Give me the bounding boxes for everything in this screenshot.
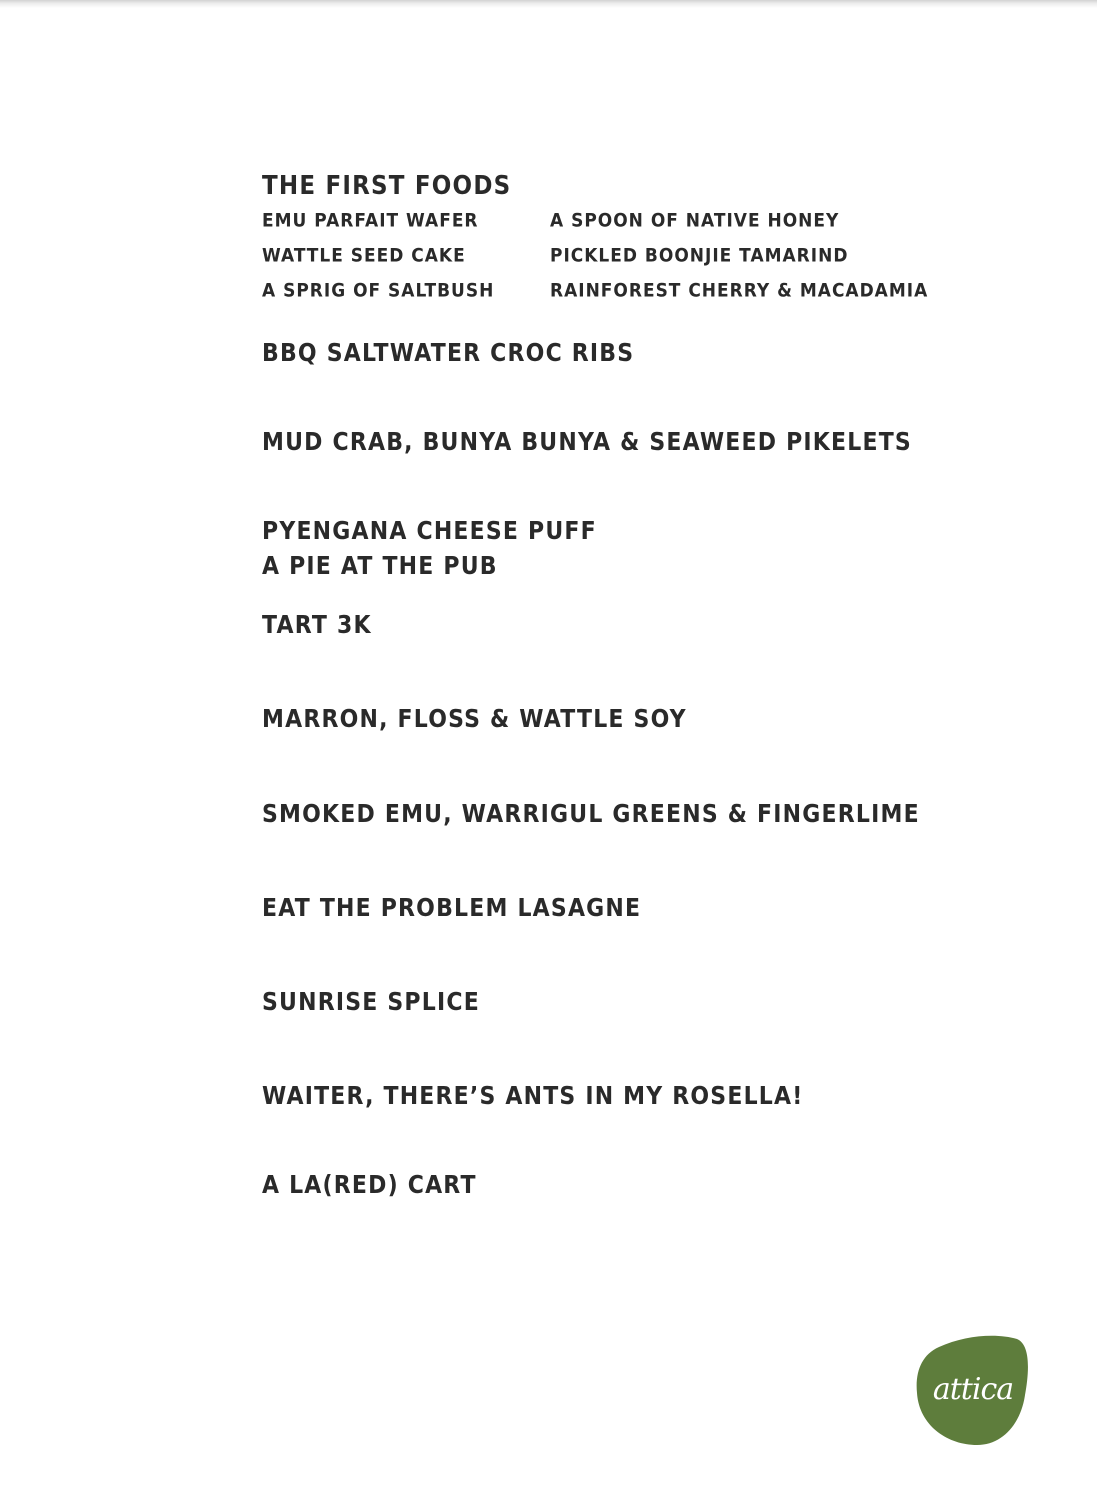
course-item: SUNRISE SPLICE (262, 988, 480, 1017)
course-item: MUD CRAB, BUNYA BUNYA & SEAWEED PIKELETS (262, 428, 912, 457)
course-item: MARRON, FLOSS & WATTLE SOY (262, 705, 687, 734)
first-foods-item: WATTLE SEED CAKE (262, 244, 466, 268)
course-item: A LA(RED) CART (262, 1171, 477, 1200)
attica-logo (915, 1333, 1030, 1448)
course-item: WAITER, THERE’S ANTS IN MY ROSELLA! (262, 1082, 804, 1111)
svg-text:attica: attica (932, 1372, 1014, 1407)
course-item: BBQ SALTWATER CROC RIBS (262, 339, 635, 368)
section-title-first-foods: THE FIRST FOODS (262, 171, 512, 201)
course-item: EAT THE PROBLEM LASAGNE (262, 894, 642, 923)
first-foods-item: A SPOON OF NATIVE HONEY (550, 209, 840, 233)
first-foods-item: EMU PARFAIT WAFER (262, 209, 479, 233)
first-foods-item: PICKLED BOONJIE TAMARIND (550, 244, 849, 268)
first-foods-item: A SPRIG OF SALTBUSH (262, 279, 495, 303)
page-top-shadow (0, 0, 1097, 8)
course-item: SMOKED EMU, WARRIGUL GREENS & FINGERLIME (262, 800, 920, 829)
course-item: A PIE AT THE PUB (262, 552, 498, 581)
course-item: PYENGANA CHEESE PUFF (262, 517, 597, 546)
first-foods-item: RAINFOREST CHERRY & MACADAMIA (550, 279, 929, 303)
course-item: TART 3K (262, 611, 372, 640)
